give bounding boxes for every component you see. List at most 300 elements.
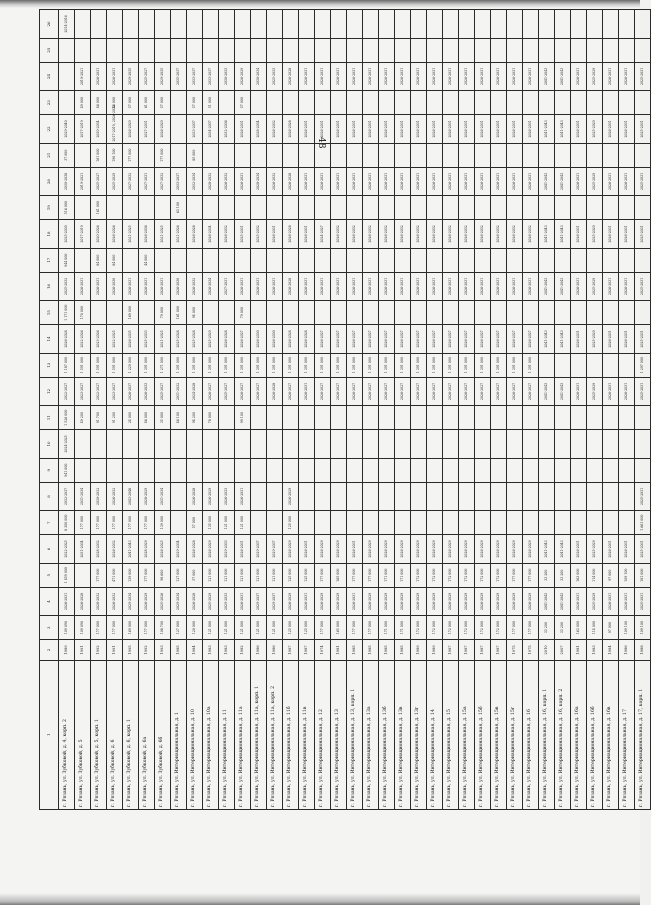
cost-cell (619, 196, 635, 220)
period-cell: 2026-2029 (363, 535, 379, 563)
period-cell: 2026-2031 (619, 325, 635, 353)
period-cell: 2028-2032 (91, 587, 107, 615)
period-cell: 2026-2027 (475, 377, 491, 405)
cost-cell (315, 143, 331, 167)
cost-cell (555, 196, 571, 220)
period-cell (587, 10, 603, 38)
period-cell: 2026-2032 (331, 220, 347, 248)
table-row (235, 10, 251, 810)
period-cell: 2022-2026 (75, 325, 91, 353)
period-cell: 2026-2031 (235, 272, 251, 300)
cost-cell: 471 000 (107, 563, 123, 587)
period-cell: 2026-2031 (491, 62, 507, 90)
period-cell: 2026-2027 (443, 377, 459, 405)
cost-cell (75, 563, 91, 587)
cost-cell (155, 196, 171, 220)
period-cell: 2026-2031 (603, 272, 619, 300)
period-cell (299, 10, 315, 38)
period-cell: 2028-2034 (251, 115, 267, 143)
period-cell: 2026-2031 (299, 535, 315, 563)
period-cell (459, 430, 475, 458)
period-cell: 2026-2029 (459, 587, 475, 615)
column-header: 1 (40, 660, 59, 809)
cost-cell: 1 391 000 (315, 353, 331, 377)
cost-cell (59, 91, 75, 115)
cost-cell (91, 458, 107, 482)
cost-cell (155, 458, 171, 482)
cost-cell: 46 100 (171, 406, 187, 430)
cost-cell: 163 000 (571, 616, 587, 640)
cost-cell (587, 91, 603, 115)
period-cell: 2026-2032 (107, 482, 123, 510)
table-row (267, 10, 283, 810)
period-cell: 2026-2031 (395, 167, 411, 195)
cost-cell (283, 406, 299, 430)
cost-cell: 177 000 (139, 616, 155, 640)
period-cell: 2026-2031 (571, 587, 587, 615)
address-cell: г. Рязань, ул. Интернациональная, д. 11а, корп. 1 (251, 660, 267, 809)
period-cell: 2034-2037 (203, 115, 219, 143)
period-cell: 2026-2031 (571, 115, 587, 143)
cost-cell: 172 000 (475, 563, 491, 587)
cost-cell (523, 511, 539, 535)
period-cell: 2026-2031 (619, 167, 635, 195)
period-cell (59, 62, 75, 90)
period-cell: 2026-2032 (443, 220, 459, 248)
cost-cell: 1 591 000 (107, 353, 123, 377)
cost-cell: 170 000 (75, 301, 91, 325)
period-cell: 2025-2029 (587, 325, 603, 353)
period-cell: 2041-2043 (555, 115, 571, 143)
cost-cell (363, 248, 379, 272)
period-cell: 2026-2031 (363, 115, 379, 143)
period-cell: 2026-2027 (443, 325, 459, 353)
cost-cell: 8 300 000 (59, 511, 75, 535)
period-cell: 2026-2031 (251, 272, 267, 300)
cost-cell (459, 406, 475, 430)
period-cell: 2025-2032 (59, 272, 75, 300)
period-cell (363, 482, 379, 510)
period-cell (219, 430, 235, 458)
period-cell: 2026-2031 (571, 272, 587, 300)
period-cell (475, 482, 491, 510)
cost-cell: 177 000 (139, 511, 155, 535)
cost-cell: 44 000 (139, 248, 155, 272)
cost-cell (203, 248, 219, 272)
period-cell (539, 430, 555, 458)
cost-cell (395, 301, 411, 325)
cost-cell (507, 196, 523, 220)
period-cell (459, 482, 475, 510)
address-cell: г. Рязань, ул. Интернациональная, д. 17 (619, 660, 635, 809)
period-cell (443, 10, 459, 38)
period-cell: 2022-2027 (59, 377, 75, 405)
cost-cell: 84 000 (91, 248, 107, 272)
cost-cell (331, 511, 347, 535)
cost-cell (395, 143, 411, 167)
period-cell: 2025-2029 (587, 535, 603, 563)
period-cell: 2026-2032 (427, 220, 443, 248)
period-cell: 2026-2029 (475, 535, 491, 563)
column-header: 9 (40, 458, 59, 482)
cost-cell (459, 301, 475, 325)
column-header: 13 (40, 353, 59, 377)
cost-cell (283, 458, 299, 482)
cost-cell (443, 196, 459, 220)
cost-cell (75, 143, 91, 167)
cost-cell (491, 511, 507, 535)
period-cell: 2025-2029 (587, 587, 603, 615)
cost-cell: 177 000 (347, 563, 363, 587)
cost-cell: 172 000 (491, 563, 507, 587)
cost-cell: 1 391 000 (363, 353, 379, 377)
cost-cell: 177 000 (91, 563, 107, 587)
cost-cell (571, 143, 587, 167)
address-cell: г. Рязань, ул. Интернациональная, д. 16в (603, 660, 619, 809)
cost-cell (619, 301, 635, 325)
period-cell (619, 482, 635, 510)
period-cell: 2026-2031 (123, 272, 139, 300)
cost-cell (411, 458, 427, 482)
cost-cell (267, 248, 283, 272)
period-cell: 2026-2031 (475, 167, 491, 195)
period-cell (427, 430, 443, 458)
cost-cell (491, 196, 507, 220)
period-cell: 2026-2028 (187, 587, 203, 615)
period-cell: 2025-2031 (635, 535, 651, 563)
period-cell (427, 482, 443, 510)
period-cell (523, 10, 539, 38)
cost-cell (619, 458, 635, 482)
period-cell: 2026-2027 (475, 325, 491, 353)
table-row (635, 10, 651, 810)
address-cell: г. Рязань, ул. Интернациональная, д. 15г (507, 660, 523, 809)
scan-shadow-bottom (0, 893, 640, 905)
period-cell: 2041-2043 (539, 115, 555, 143)
year-cell: 1985 (363, 640, 379, 660)
cost-cell (347, 458, 363, 482)
cost-cell: 78 000 (203, 406, 219, 430)
period-cell (587, 482, 603, 510)
table-row (427, 10, 443, 810)
cost-cell: 1 391 000 (379, 353, 395, 377)
period-cell: 2026-2029 (315, 587, 331, 615)
period-cell (491, 10, 507, 38)
cost-cell: 46 000 (107, 91, 123, 115)
cost-cell (523, 143, 539, 167)
cost-cell (491, 38, 507, 62)
period-cell: 2026-2029 (235, 62, 251, 90)
period-cell: 2025-2031 (635, 482, 651, 510)
cost-cell: 46 000 (91, 91, 107, 115)
table-row (379, 10, 395, 810)
period-cell: 2026-2032 (459, 220, 475, 248)
period-cell: 2029-2034 (171, 535, 187, 563)
period-cell: 2026-2029 (363, 587, 379, 615)
period-cell: 2029-2033 (219, 535, 235, 563)
cost-cell (299, 196, 315, 220)
period-cell: 2041-2043 (555, 377, 571, 405)
cost-cell (619, 353, 635, 377)
cost-cell (75, 248, 91, 272)
period-cell: 2029-2034 (123, 587, 139, 615)
cost-cell (523, 301, 539, 325)
address-cell: г. Рязань, ул. Интернациональная, д. 11а, корп. 2 (267, 660, 283, 809)
cost-cell: 177 000 (315, 616, 331, 640)
period-cell: 2025-2031 (635, 587, 651, 615)
cost-cell (299, 301, 315, 325)
period-cell: 2026-2032 (187, 272, 203, 300)
cost-cell (347, 143, 363, 167)
cost-cell (427, 196, 443, 220)
cost-cell: 109 100 (635, 616, 651, 640)
period-cell: 2029-2037 (251, 587, 267, 615)
table-row (155, 10, 171, 810)
cost-cell (427, 458, 443, 482)
period-cell: 2026-2031 (315, 167, 331, 195)
period-cell: 2041-2043 (539, 220, 555, 248)
table-row (411, 10, 427, 810)
cost-cell (571, 38, 587, 62)
period-cell: 2026-2031 (267, 272, 283, 300)
cost-cell (251, 301, 267, 325)
cost-cell: 1 526 000 (59, 406, 75, 430)
cost-cell (587, 38, 603, 62)
period-cell (155, 430, 171, 458)
cost-cell: 121 000 (219, 616, 235, 640)
cost-cell (363, 143, 379, 167)
column-header: 4 (40, 587, 59, 615)
period-cell: 2026-2029 (139, 587, 155, 615)
cost-cell (539, 196, 555, 220)
cost-cell (459, 458, 475, 482)
cost-cell: 33 200 (555, 563, 571, 587)
cost-cell (427, 143, 443, 167)
period-cell (91, 10, 107, 38)
period-cell: 2026-2032 (347, 220, 363, 248)
period-cell: 2026-2031 (395, 115, 411, 143)
address-cell: г. Рязань, ул. Интернациональная, д. 13г (411, 660, 427, 809)
cost-cell (235, 38, 251, 62)
period-cell: 2026-2027 (235, 377, 251, 405)
period-cell: 2026-2031 (331, 272, 347, 300)
period-cell (171, 430, 187, 458)
period-cell: 2026-2031 (523, 167, 539, 195)
cost-cell (123, 248, 139, 272)
cost-cell: 51 000 (203, 91, 219, 115)
cost-cell (299, 38, 315, 62)
cost-cell (267, 143, 283, 167)
period-cell: 2026-2032 (363, 220, 379, 248)
cost-cell (603, 196, 619, 220)
period-cell: 2028-2029 (139, 535, 155, 563)
cost-cell (475, 38, 491, 62)
cost-cell (587, 143, 603, 167)
period-cell: 2026-2031 (507, 272, 523, 300)
period-cell (171, 115, 187, 143)
column-header: 26 (40, 10, 59, 38)
cost-cell (267, 91, 283, 115)
rotated-table-frame (39, 10, 645, 810)
cost-cell (315, 248, 331, 272)
cost-cell: 33 200 (539, 616, 555, 640)
cost-cell: 172 000 (427, 616, 443, 640)
cost-cell (459, 38, 475, 62)
cost-cell: 57 000 (123, 91, 139, 115)
cost-cell: 57 000 (155, 91, 171, 115)
period-cell (539, 482, 555, 510)
period-cell: 2026-2031 (443, 115, 459, 143)
period-cell (603, 430, 619, 458)
cost-cell (155, 38, 171, 62)
period-cell (363, 10, 379, 38)
period-cell (171, 482, 187, 510)
period-cell: 2041-2043 (539, 587, 555, 615)
period-cell: 2023-2027 (107, 377, 123, 405)
period-cell: 2026-2031 (619, 62, 635, 90)
cost-cell (635, 38, 651, 62)
year-cell: 1987 (475, 640, 491, 660)
cost-cell (267, 406, 283, 430)
period-cell: 2026-2031 (411, 115, 427, 143)
cost-cell (459, 143, 475, 167)
period-cell: 2026-2027 (459, 377, 475, 405)
cost-cell (251, 248, 267, 272)
cost-cell (459, 196, 475, 220)
cost-cell: 171 000 (395, 563, 411, 587)
cost-cell (171, 511, 187, 535)
column-header: 22 (40, 115, 59, 143)
period-cell (283, 430, 299, 458)
cost-cell: 125 000 (283, 511, 299, 535)
period-cell: 2026-2029 (411, 587, 427, 615)
cost-cell (411, 143, 427, 167)
cost-cell (603, 511, 619, 535)
period-cell (347, 10, 363, 38)
year-cell: 2007 (555, 640, 571, 660)
year-cell: 1987 (299, 640, 315, 660)
cost-cell: 121 000 (251, 616, 267, 640)
cost-cell (347, 196, 363, 220)
cost-cell: 120 000 (187, 616, 203, 640)
period-cell (411, 430, 427, 458)
cost-cell (635, 406, 651, 430)
address-cell: г. Рязань, ул. Интернациональная, д. 11а (235, 660, 251, 809)
period-cell: 2031-2034 (75, 535, 91, 563)
period-cell: 2025-2031 (635, 167, 651, 195)
period-cell (539, 10, 555, 38)
cost-cell: 190 100 (107, 143, 123, 167)
period-cell (411, 10, 427, 38)
period-cell: 2026-2029 (283, 587, 299, 615)
cost-cell (411, 248, 427, 272)
cost-cell (603, 143, 619, 167)
cost-cell (251, 406, 267, 430)
period-cell: 2026-2027 (315, 377, 331, 405)
period-cell: 2026-2027 (411, 377, 427, 405)
period-cell: 2029-2033 (219, 587, 235, 615)
cost-cell (539, 406, 555, 430)
cost-cell (427, 91, 443, 115)
cost-cell: 121 000 (235, 563, 251, 587)
period-cell: 2026-2031 (347, 272, 363, 300)
period-cell: 2026-2029 (411, 535, 427, 563)
period-cell (491, 482, 507, 510)
period-cell: 2025-2031 (635, 115, 651, 143)
cost-cell (299, 143, 315, 167)
cost-cell: 1 391 000 (347, 353, 363, 377)
period-cell: 2020-2026 (91, 220, 107, 248)
cost-cell (491, 301, 507, 325)
period-cell: 2026-2029 (283, 535, 299, 563)
cost-cell (619, 38, 635, 62)
cost-cell (619, 143, 635, 167)
period-cell: 2033-2037 (171, 167, 187, 195)
period-cell (203, 10, 219, 38)
cost-cell (331, 248, 347, 272)
period-cell: 2025-2027 (139, 62, 155, 90)
period-cell: 2026-2027 (379, 377, 395, 405)
cost-cell (475, 301, 491, 325)
table-row (219, 10, 235, 810)
period-cell: 2026-2031 (619, 587, 635, 615)
period-cell: 2026-2031 (363, 167, 379, 195)
period-cell: 2026-2031 (571, 535, 587, 563)
cost-cell: 121 000 (267, 563, 283, 587)
address-cell: г. Рязань, ул. Интернациональная, д. 12 (315, 660, 331, 809)
cost-cell (379, 458, 395, 482)
cost-cell: 49 200 (75, 406, 91, 430)
cost-cell: 177 000 (123, 143, 139, 167)
period-cell: 2026-2028 (283, 62, 299, 90)
period-cell: 2026-2031 (603, 377, 619, 405)
cost-cell: 127 000 (171, 616, 187, 640)
period-cell: 2027-2032 (155, 167, 171, 195)
period-cell: 2029-2034 (171, 587, 187, 615)
period-cell: 2026-2029 (379, 535, 395, 563)
period-cell: 2025-2026 (155, 587, 171, 615)
cost-cell: 125 000 (299, 616, 315, 640)
address-cell: г. Рязань, ул. Интернациональная, д. 13 (331, 660, 347, 809)
cost-cell: 121 000 (251, 563, 267, 587)
period-cell: 2027-2032 (123, 167, 139, 195)
period-cell: 2026-2027 (251, 377, 267, 405)
period-cell (203, 430, 219, 458)
table-row (139, 10, 155, 810)
cost-cell (347, 511, 363, 535)
cost-cell: 109 100 (619, 616, 635, 640)
cost-cell (283, 301, 299, 325)
cost-cell: 1 391 000 (475, 353, 491, 377)
period-cell: 2026-2028 (283, 325, 299, 353)
cost-cell (251, 91, 267, 115)
cost-cell: 46 000 (139, 406, 155, 430)
cost-cell (299, 511, 315, 535)
period-cell: 2026-2034 (203, 272, 219, 300)
cost-cell (267, 196, 283, 220)
period-cell: 2026-2031 (571, 377, 587, 405)
cost-cell (315, 301, 331, 325)
period-cell (379, 10, 395, 38)
cost-cell (235, 248, 251, 272)
cost-cell (555, 406, 571, 430)
period-cell: 2026-2033 (219, 482, 235, 510)
cost-cell (219, 38, 235, 62)
period-cell (251, 430, 267, 458)
cost-cell: 172 000 (427, 563, 443, 587)
cost-cell (603, 91, 619, 115)
cost-cell (411, 91, 427, 115)
